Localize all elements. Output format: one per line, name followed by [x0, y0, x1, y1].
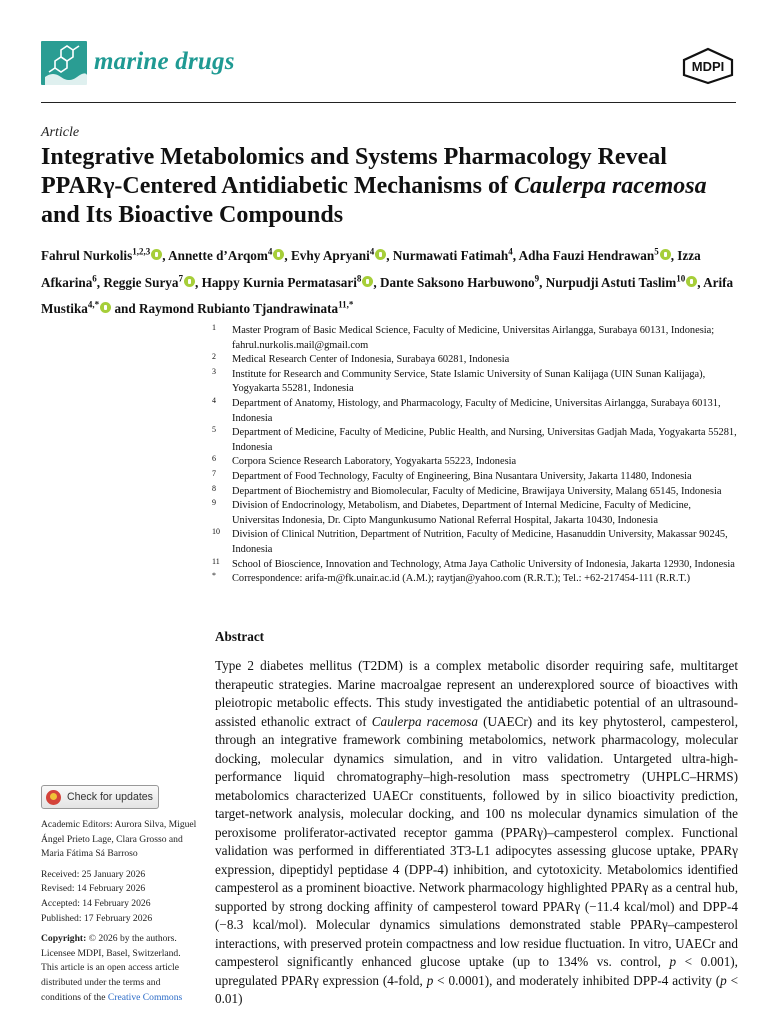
affiliation-item — [210, 426, 740, 455]
mdpi-logo — [680, 47, 736, 85]
affiliation-number: 11 — [212, 556, 220, 566]
affiliation-number: 1 — [212, 323, 216, 332]
author-separator: , — [96, 274, 104, 290]
affiliation-number: 9 — [212, 498, 216, 508]
abstract-p-value: p — [720, 972, 727, 988]
abstract-p-value: p — [426, 972, 434, 988]
author — [546, 275, 703, 290]
author-name: Nurmawati Fatimah — [392, 248, 509, 264]
affiliation-item — [210, 353, 740, 368]
received-date: Received: 25 January 2026 — [41, 868, 146, 880]
affiliation-number: 7 — [212, 468, 216, 478]
author-affiliation-ref: 7 — [178, 273, 183, 284]
author — [168, 248, 291, 263]
orcid-icon[interactable] — [362, 276, 373, 287]
affiliation-item — [210, 485, 740, 500]
affiliation-item — [210, 324, 740, 353]
title-part-2: and Its Bioactive Compounds — [41, 202, 344, 228]
author-affiliation-ref: 11,* — [338, 299, 354, 310]
affiliation-number: 10 — [212, 527, 220, 537]
author-separator: , — [194, 274, 202, 290]
affiliation-item — [210, 470, 740, 485]
affiliation-number: 3 — [212, 366, 216, 376]
author-separator: , — [373, 274, 380, 290]
orcid-icon[interactable] — [273, 249, 284, 260]
author-separator: , — [386, 248, 393, 264]
author — [519, 248, 678, 263]
author — [103, 275, 201, 290]
journal-name: marine drugs — [94, 48, 235, 75]
title-part-1: Integrative Metabolomics and Systems Pharmacology Reveal PPARγ-Centered Antidiabetic Mechanisms of — [41, 144, 667, 199]
affiliation-text: Corpora Science Research Laboratory, Yogyakarta 55223, Indonesia — [232, 456, 517, 468]
author-name: Adha Fauzi Hendrawan — [518, 248, 655, 264]
mdpi-logo-text: MDPI — [691, 59, 725, 74]
affiliation-text: Division of Endocrinology, Metabolism, and Diabetes, Department of Internal Medicine, Faculty of Medicine, Universitas Indonesia, Dr. Cipto Mangunkusumo National Referral Hospital, Jakarta 10430, Indonesia — [232, 500, 691, 526]
author-affiliation-ref: 4 — [508, 247, 513, 257]
revised-date: Revised: 14 February 2026 — [41, 883, 146, 895]
author-name: Arifa Mustika — [41, 274, 734, 317]
abstract-heading: Abstract — [215, 629, 265, 644]
abstract-species: Caulerpa racemosa — [371, 713, 478, 729]
orcid-icon[interactable] — [151, 249, 162, 260]
affiliation-text: Master Program of Basic Medical Science, Faculty of Medicine, Universitas Airlangga, Surabaya 60131, Indonesia; fahrul.nurkolis.mail@gmail.com — [232, 325, 715, 351]
abstract-text: < 0.01) — [215, 972, 739, 1006]
author-affiliation-ref: 8 — [356, 273, 362, 284]
orcid-icon[interactable] — [375, 249, 386, 260]
affiliation-item — [210, 368, 740, 397]
author-affiliation-ref: 4 — [267, 247, 273, 257]
author-name: Reggie Surya — [103, 274, 179, 290]
affiliation-text: Medical Research Center of Indonesia, Surabaya 60281, Indonesia — [232, 354, 510, 366]
author-affiliation-ref: 6 — [92, 273, 97, 284]
author-name: Raymond Rubianto Tjandrawinata — [139, 301, 339, 317]
article-title — [41, 143, 741, 230]
author-affiliation-ref: 4 — [369, 247, 375, 257]
author — [202, 275, 380, 290]
affiliation-number: 4 — [212, 395, 216, 405]
orcid-icon[interactable] — [100, 302, 111, 313]
orcid-icon[interactable] — [184, 276, 195, 287]
check-for-updates-button[interactable] — [41, 785, 159, 809]
affiliation-text: Department of Anatomy, Histology, and Pharmacology, Faculty of Medicine, Universitas Airlangga, Surabaya 60131, Indonesia — [232, 397, 721, 424]
author — [380, 275, 546, 290]
affiliation-number: 8 — [212, 483, 216, 493]
orcid-icon[interactable] — [686, 276, 697, 287]
abstract-text: < 0.0001), and moderately inhibited DPP-4 activity ( — [433, 972, 721, 988]
abstract-p-value: p — [669, 954, 677, 969]
header-divider — [41, 102, 736, 103]
author-name: Happy Kurnia Permatasari — [201, 274, 357, 290]
affiliation-text: Division of Clinical Nutrition, Department of Nutrition, Faculty of Medicine, Hasanuddin University, Makassar 90245, Indonesia — [232, 529, 728, 555]
author-separator: , — [284, 248, 291, 264]
author — [139, 301, 353, 316]
copyright-notice — [41, 932, 199, 1005]
author-separator: , — [697, 274, 704, 290]
author — [41, 248, 168, 263]
author-affiliation-ref: 10 — [676, 273, 686, 284]
author-name: Izza Afkarina — [41, 248, 701, 290]
affiliation-number: 5 — [212, 425, 216, 435]
affiliation-item — [210, 499, 740, 528]
author-affiliation-ref: 5 — [654, 247, 659, 257]
affiliation-item — [210, 528, 740, 557]
affiliation-text: Correspondence: arifa-m@fk.unair.ac.id (A.M.); raytjan@yahoo.com (R.R.T.); Tel.: +62-217454-111 (R.R.T.) — [232, 573, 691, 585]
article-type: Article — [41, 125, 80, 140]
affiliation-item — [210, 455, 740, 470]
author-affiliation-ref: 1,2,3 — [132, 247, 151, 257]
author-name: Dante Saksono Harbuwono — [380, 274, 535, 290]
affiliation-text: Department of Biochemistry and Biomolecular, Faculty of Medicine, Brawijaya University, Malang 65145, Indonesia — [232, 485, 722, 497]
journal-logo-icon — [41, 41, 87, 85]
affiliation-number: * — [212, 571, 216, 581]
affiliation-item — [210, 397, 740, 426]
author-affiliation-ref: 9 — [534, 273, 540, 284]
accepted-date: Accepted: 14 February 2026 — [41, 897, 151, 909]
abstract-body — [215, 657, 738, 1009]
affiliation-text: School of Bioscience, Innovation and Technology, Atma Jaya Catholic University of Indonesia, Jakarta 12930, Indonesia — [232, 558, 735, 570]
author-affiliation-ref: 4,* — [87, 299, 100, 310]
author-separator: , — [539, 274, 546, 290]
affiliation-number: 2 — [212, 352, 216, 362]
author-separator: , — [670, 248, 678, 264]
author-name: Evhy Apryani — [290, 248, 370, 264]
abstract-text: (UAECr) and its key phytosterol, campesterol, through an integrative framework combining metabolomics, network pharmacology, molecular docking, molecular dynamics simulation, and in vitro validation. Untargeted ultra-high-performance liquid chromatography–high-resolution mass spectrometry (UHPLC–HRMS) metabolomics characterized UAECr constituents, followed by in silico bioactivity prediction, target-network analysis, molecular docking, and 100 ns molecular dynamics simulation of the peroxisome proliferator-activated receptor gamma (PPARγ)–campesterol complex. Functional validation was performed in differentiated 3T3-L1 adipocytes assessing glucose uptake, PPARγ expression, dipeptidyl peptidase 4 (DPP-4) inhibition, and cytotoxicity. Metabolomics identified campesterol as a prominent bioactive. Network pharmacology highlighted PPARγ as a central hub, supported by strong docking affinity of campesterol toward PPARγ (−11.4 kcal/mol) and DPP-4 (−8.3 kcal/mol). Molecular dynamics simulations demonstrated stable PPARγ–campesterol interactions, with preserved protein compactness and low residue fluctuation. In vitro, UAECr and campesterol significantly enhanced glucose uptake (up to 134% vs. control, — [215, 713, 738, 969]
check-updates-icon — [46, 790, 61, 805]
copyright-text: © 2026 by the authors. Licensee MDPI, Basel, Switzerland. This article is an open access article distributed under the terms and conditions of the — [41, 933, 181, 1003]
author-separator: , — [512, 248, 519, 264]
copyright-label: Copyright: — [41, 933, 87, 945]
article-info-sidebar — [41, 818, 199, 1005]
affiliation-item — [210, 558, 740, 573]
title-species: Caulerpa racemosa — [513, 173, 707, 199]
orcid-icon[interactable] — [660, 249, 671, 260]
affiliation-text: Institute for Research and Community Service, State Islamic University of Sunan Kalijaga (UIN Sunan Kalijaga), Yogyakarta 55281, Indonesia — [232, 368, 706, 395]
check-updates-label: Check for updates — [67, 791, 153, 803]
author-name: Annette d’Arqom — [168, 248, 268, 264]
creative-commons-link[interactable]: Creative Commons — [107, 991, 183, 1003]
affiliation-text: Department of Medicine, Faculty of Medicine, Public Health, and Nursing, Universitas Gadjah Mada, Yogyakarta 55281, Indonesia — [232, 427, 737, 453]
author-name: Nurpudji Astuti Taslim — [545, 274, 677, 290]
academic-editors: Academic Editors: Aurora Silva, Miguel Ángel Prieto Lage, Clara Grosso and Maria Fátima Sá Barroso — [41, 819, 197, 860]
author — [393, 248, 519, 263]
author-name: Fahrul Nurkolis — [41, 248, 133, 264]
author-list — [41, 241, 751, 320]
affiliation-number: 6 — [212, 454, 216, 464]
author — [291, 248, 393, 263]
affiliation-list — [210, 324, 740, 587]
affiliation-item — [210, 572, 740, 587]
abstract-text: < 0.001), upregulated PPARγ expression (4-fold, — [215, 954, 738, 988]
author-separator: and — [111, 301, 140, 317]
author-separator: , — [162, 248, 169, 264]
affiliation-text: Department of Food Technology, Faculty of Engineering, Bina Nusantara University, Jakarta 11480, Indonesia — [232, 470, 692, 482]
published-date: Published: 17 February 2026 — [41, 912, 153, 924]
abstract-text: Type 2 diabetes mellitus (T2DM) is a complex metabolic disorder requiring safe, multitarget therapeutic strategies. Marine macroalgae represent an underexplored source of bioactives with pleiotropic metabolic effects. This study investigated the antidiabetic potential of an ultrasound-assisted ethanolic extract of — [215, 658, 738, 729]
